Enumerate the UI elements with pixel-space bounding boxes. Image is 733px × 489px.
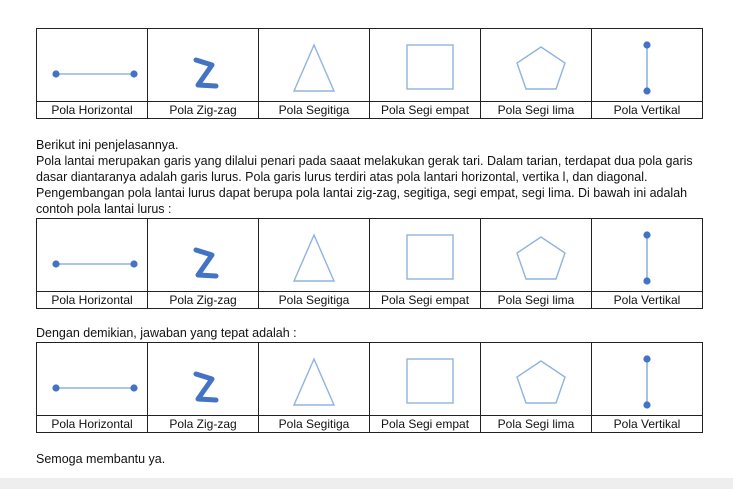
cell-vertikal bbox=[592, 29, 703, 102]
intro-text: Berikut ini penjelasannya. bbox=[36, 138, 179, 152]
cell-segi-empat bbox=[370, 29, 481, 102]
cell-vertikal bbox=[592, 343, 703, 416]
cell-zigzag bbox=[148, 29, 259, 102]
pattern-table-3 bbox=[36, 342, 703, 433]
cell-vertikal bbox=[592, 219, 703, 292]
horizontal-line-icon bbox=[42, 35, 142, 95]
pentagon-icon bbox=[486, 349, 586, 409]
vertical-line-icon bbox=[597, 35, 697, 95]
cell-segitiga bbox=[259, 29, 370, 102]
horizontal-line-icon bbox=[42, 225, 142, 285]
vertical-line-icon bbox=[597, 349, 697, 409]
cell-segi-empat bbox=[370, 219, 481, 292]
vertical-line-icon bbox=[597, 225, 697, 285]
zigzag-icon bbox=[153, 35, 253, 95]
zigzag-icon bbox=[153, 225, 253, 285]
label-horizontal: Pola Horizontal bbox=[37, 416, 148, 433]
label-segi-lima: Pola Segi lima bbox=[481, 416, 592, 433]
label-zigzag: Pola Zig-zag bbox=[148, 416, 259, 433]
label-zigzag: Pola Zig-zag bbox=[148, 292, 259, 309]
zigzag-icon bbox=[153, 349, 253, 409]
label-vertikal: Pola Vertikal bbox=[592, 292, 703, 309]
cell-segitiga bbox=[259, 343, 370, 416]
label-horizontal: Pola Horizontal bbox=[37, 292, 148, 309]
pattern-table-1 bbox=[36, 28, 703, 119]
cell-horizontal bbox=[37, 343, 148, 416]
label-segitiga: Pola Segitiga bbox=[259, 102, 370, 119]
label-segitiga: Pola Segitiga bbox=[259, 416, 370, 433]
cell-segi-lima bbox=[481, 29, 592, 102]
pentagon-icon bbox=[486, 35, 586, 95]
label-segi-empat: Pola Segi empat bbox=[370, 102, 481, 119]
label-segi-lima: Pola Segi lima bbox=[481, 292, 592, 309]
pattern-table-2 bbox=[36, 218, 703, 309]
label-horizontal: Pola Horizontal bbox=[37, 102, 148, 119]
cell-zigzag bbox=[148, 219, 259, 292]
cell-segi-lima bbox=[481, 219, 592, 292]
square-icon bbox=[375, 349, 475, 409]
cell-horizontal bbox=[37, 219, 148, 292]
conclusion-text: Dengan demikian, jawaban yang tepat adalah : bbox=[36, 326, 297, 340]
horizontal-line-icon bbox=[42, 349, 142, 409]
square-icon bbox=[375, 35, 475, 95]
explanation-text: Pola lantai merupakan garis yang dilalui penari pada saaat melakukan gerak tari. Dalam tarian, terdapat dua pola garis dasar diantaranya adalah garis lurus. Pola garis lurus terdiri atas pola lantari horizontal, vertika l, dan diagonal. Pengembangan pola lantai lurus dapat berupa pola lantai zig-zag, segitiga, segi empat, segi lima. Di bawah ini adalah contoh pola lantai lurus : bbox=[36, 154, 693, 216]
triangle-icon bbox=[264, 225, 364, 285]
label-segi-lima: Pola Segi lima bbox=[481, 102, 592, 119]
label-segi-empat: Pola Segi empat bbox=[370, 292, 481, 309]
cell-horizontal bbox=[37, 29, 148, 102]
label-segi-empat: Pola Segi empat bbox=[370, 416, 481, 433]
cell-segi-empat bbox=[370, 343, 481, 416]
label-vertikal: Pola Vertikal bbox=[592, 102, 703, 119]
label-zigzag: Pola Zig-zag bbox=[148, 102, 259, 119]
cell-segi-lima bbox=[481, 343, 592, 416]
pentagon-icon bbox=[486, 225, 586, 285]
label-vertikal: Pola Vertikal bbox=[592, 416, 703, 433]
cell-zigzag bbox=[148, 343, 259, 416]
triangle-icon bbox=[264, 349, 364, 409]
cell-segitiga bbox=[259, 219, 370, 292]
label-segitiga: Pola Segitiga bbox=[259, 292, 370, 309]
bottom-strip bbox=[0, 478, 733, 489]
triangle-icon bbox=[264, 35, 364, 95]
square-icon bbox=[375, 225, 475, 285]
closing-text: Semoga membantu ya. bbox=[36, 452, 166, 466]
